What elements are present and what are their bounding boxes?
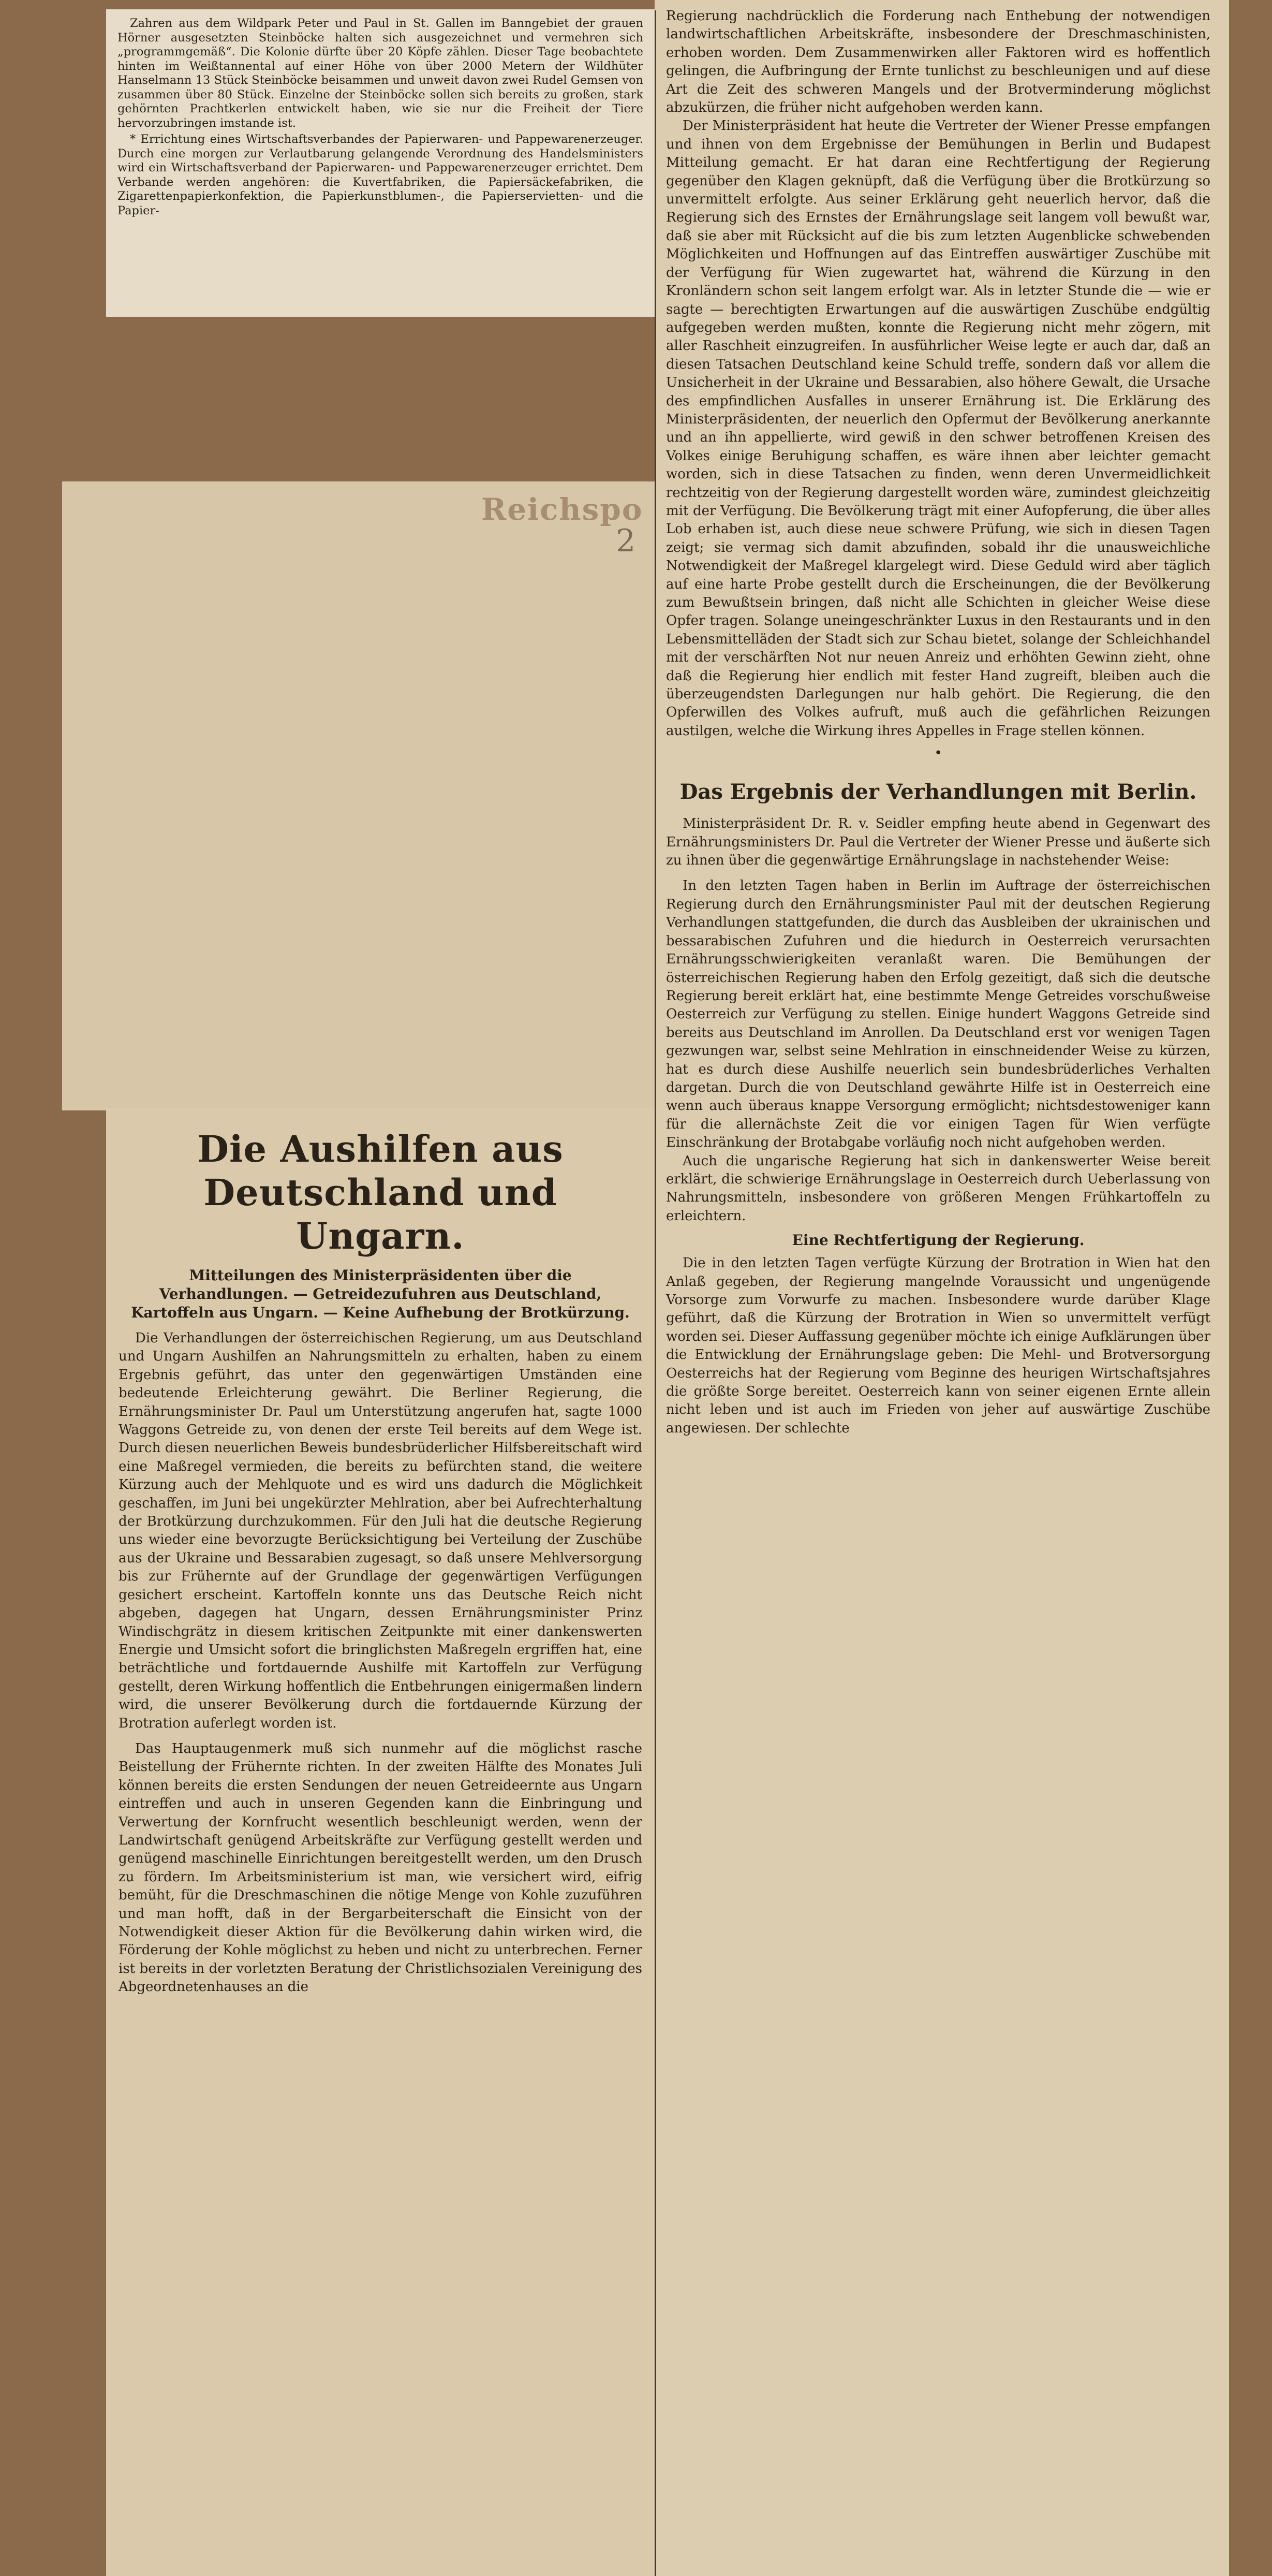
- article-subheadline: Mitteilungen des Ministerpräsidenten über die Verhandlungen. — Getreidezufuhren aus Deutschland, Kartoffeln aus Ungarn. — Keine Aufhebung der Brotkürzung.: [131, 1267, 630, 1321]
- column-rule: [655, 10, 656, 2576]
- reichspost-stamp: Reichspo: [481, 492, 643, 527]
- paragraph: Die in den letzten Tagen verfügte Kürzung der Brotration in Wien hat den Anlaß gegeben, der Regierung mangelnde Voraussicht und ungenügende Vorsorge zum Vorwurfe zu machen. Insbesondere wurde darüber Klage geführt, daß die Kürzung der Brotration in Wien so unvermittelt verfügt worden sei. Dieser Auffassung gegenüber möchte ich einige Aufklärungen über die Entwicklung der Ernährungslage geben: Die Mehl- und Brotversorgung Oesterreichs hat der Regierung vom Beginne des heurigen Wirtschaftsjahres die größte Sorge bereitet. Oesterreich kann von seiner eigenen Ernte allein nicht leben und ist auch im Frieden von jeher auf auswärtige Zuschübe angewiesen. Der schlechte: [666, 1255, 1210, 1436]
- section-heading: Das Ergebnis der Verhandlungen mit Berlin.: [679, 780, 1197, 804]
- paragraph: Auch die ungarische Regierung hat sich in dankenswerter Weise bereit erklärt, die schwierige Ernährungslage in Oesterreich durch Ueberlassung von Nahrungsmitteln, insbesondere von größeren Mengen Frühkartoffeln zu erleichtern.: [666, 1153, 1210, 1224]
- subsection-heading: Eine Rechtfertigung der Regierung.: [792, 1232, 1085, 1249]
- paragraph: Das Hauptaugenmerk muß sich nunmehr auf die möglichst rasche Beistellung der Frühernte richten. In der zweiten Hälfte des Monates Juli können bereits die ersten Sendungen der neuen Getreideernte aus Ungarn eintreffen und auch in unseren Gegenden kann die Einbringung und Verwertung der Kornfrucht wesentlich beschleunigt werden, wenn der Landwirtschaft genügend Arbeitskräfte zur Verfügung gestellt werden und genügend maschinelle Einrichtungen bereitgestellt werden, um den Drusch zu fördern. Im Arbeitsministerium ist man, wie versichert wird, eifrig bemüht, für die Dreschmaschinen die nötige Menge von Kohle zuzuführen und man hofft, daß in der Bergarbeiterschaft die Einsicht von der Notwendigkeit dieser Aktion für die Bevölkerung dahin wirken wird, die Förderung der Kohle möglichst zu heben und nicht zu unterbrechen. Ferner ist bereits in der vorletzten Beratung der Christlichsozialen Vereinigung des Abgeordnetenhauses an die: [119, 1740, 642, 1995]
- steinbock-news: [117, 17, 643, 218]
- paragraph: Die Verhandlungen der österreichischen Regierung, um aus Deutschland und Ungarn Aushilfen an Nahrungsmitteln zu erhalten, haben zu einem Ergebnis geführt, das unter den gegenwärtigen Umständen eine bedeutende Erleichterung gewährt. Die Berliner Regierung, die Ernährungsminister Dr. Paul um Unterstützung angerufen hat, sagte 1000 Waggons Getreide zu, von denen der erste Teil bereits auf dem Wege ist. Durch diesen neuerlichen Beweis bundesbrüderlicher Hilfsbereitschaft wird eine Maßregel vermieden, die bereits zu befürchten stand, die weitere Kürzung auch der Mehlquote und es wird uns dadurch die Möglichkeit geschaffen, im Juni bei ungekürzter Mehlration, aber bei Aufrechterhaltung der Brotkürzung durchzukommen. Für den Juli hat die deutsche Regierung uns wieder eine bevorzugte Berücksichtigung bei Verteilung der Zuschübe aus der Ukraine und Bessarabien zugesagt, so daß unsere Mehlversorgung bis zur Frühernte auf der Grundlage der gegenwärtigen Verfügungen gesichert erscheint. Kartoffeln konnte uns das Deutsche Reich nicht abgeben, dagegen hat Ungarn, dessen Ernährungsminister Prinz Windischgrätz in diesem kritischen Zeitpunkte mit einer dankenswerten Energie und Umsicht sofort die bringlichsten Maßregeln ergriffen hat, eine beträchtliche und fortdauernde Aushilfe mit Kartoffeln zur Verfügung gestellt, deren Wirkung hoffentlich die Entbehrungen einigermaßen lindern wird, die unserer Bevölkerung durch die fortdauernde Kürzung der Brotration auferlegt worden ist.: [119, 1330, 642, 1731]
- article-headline: Die Aushilfen aus Deutschland und Ungarn.: [197, 1128, 564, 1257]
- left-article: [106, 1108, 655, 2576]
- paragraph: Zahren aus dem Wildpark Peter und Paul in St. Gallen im Banngebiet der grauen Hörner ausgesetzten Steinböcke halten sich ausgezeichnet und vermehren sich „programmgemäß“. Die Kolonie dürfte über 20 Köpfe zählen. Dieser Tage beobachtete hinten im Weißtannental auf einer Höhe von über 2000 Metern der Wildhüter Hanselmann 13 Stück Steinböcke beisammen und unweit davon zwei Rudel Gemsen von zusammen über 80 Stück. Einzelne der Steinböcke sollen sich bereits zu großen, stark gehörnten Prachtkerlen entwickelt haben, wie sie nur die Freiheit der Tiere hervorzubringen imstande ist.: [117, 17, 643, 130]
- paragraph: * Errichtung eines Wirtschaftsverbandes der Papierwaren- und Pappewarenerzeuger. Durch eine morgen zur Verlautbarung gelangende Verordnung des Handelsministers wird ein Wirtschaftsverband der Papierwaren- und Pappewarenerzeuger errichtet. Dem Verbande werden angehören: die Kuvertfabriken, die Papiersäckefabriken, die Zigarettenpapierkonfektion, die Papierkunstblumen-, die Papierservietten- und die Papier-: [117, 133, 643, 217]
- right-column: [655, 0, 1229, 2576]
- top-left-clipping: [106, 9, 655, 317]
- paragraph: In den letzten Tagen haben in Berlin im Auftrage der österreichischen Regierung durch den Ernährungsminister Paul mit der deutschen Regierung Verhandlungen stattgefunden, die durch das Ausbleiben der ukrainischen und bessarabischen Zufuhren und die hiedurch in Oesterreich verursachten Ernährungsschwierigkeiten veranlaßt waren. Die Bemühungen der österreichischen Regierung haben den Erfolg gezeitigt, daß sich die deutsche Regierung bereit erklärt hat, eine bestimmte Menge Getreides vorschußweise Oesterreich zur Verfügung zu stellen. Einige hundert Waggons Getreide sind bereits aus Deutschland im Anrollen. Da Deutschland erst vor wenigen Tagen gezwungen war, selbst seine Mehlration in einschneidender Weise zu kürzen, hat es durch diese Aushilfe neuerlich sein bundesbrüderliches Verhalten dargetan. Durch die von Deutschland gewährte Hilfe ist in Oesterreich eine wenn auch überaus knappe Versorgung ermöglicht; nichtsdestoweniger kann für die allernächste Zeit die vor einigen Tagen für Wien verfügte Einschränkung der Brotabgabe vorläufig noch nicht aufgehoben werden.: [666, 878, 1210, 1151]
- separator-bullet: •: [934, 745, 942, 762]
- middle-paper-panel: [62, 481, 655, 1110]
- paragraph: Regierung nachdrücklich die Forderung nach Enthebung der notwendigen landwirtschaftlichen Arbeitskräfte, insbesondere der Dreschmaschinisten, erhoben worden. Dem Zusammenwirken aller Faktoren wird es hoffentlich gelingen, die Aufbringung der Ernte tunlichst zu beschleunigen und auf diese Art die Zeit des schweren Mangels und der Brotverminderung möglichst abzukürzen, die früher nicht aufgehoben werden kann.: [666, 8, 1210, 116]
- paragraph: Der Ministerpräsident hat heute die Vertreter der Wiener Presse empfangen und ihnen von dem Ergebnisse der Bemühungen in Berlin und Budapest Mitteilung gemacht. Er hat daran eine Rechtfertigung der Regierung gegenüber den Klagen geknüpft, daß die Verfügung über die Brotkürzung so unvermittelt erfolgte. Aus seiner Erklärung geht neuerlich hervor, daß die Regierung sich des Ernstes der Ernährungslage seit langem voll bewußt war, daß sie aber mit Rücksicht auf die bis zum letzten Augenblicke schwebenden Möglichkeiten und Hoffnungen auf das Eintreffen auswärtiger Zuschübe mit der Verfügung für Wien zugewartet hat, während die Kürzung in den Kronländern schon seit langem erfolgt war. Als in letzter Stunde die — wie er sagte — berechtigten Erwartungen auf die auswärtigen Zuschübe endgültig aufgegeben werden mußten, konnte die Regierung nicht mehr zögern, mit aller Raschheit einzugreifen. In ausführlicher Weise legte er auch dar, daß an diesen Tatsachen Deutschland keine Schuld treffe, sondern daß vor allem die Unsicherheit in der Ukraine und Bessarabien, also höhere Gewalt, die Ursache des empfindlichen Ausfalles in unserer Ernährung ist. Die Erklärung des Ministerpräsidenten, der neuerlich den Opfermut der Bevölkerung anerkannte und an ihn appellierte, wird gewiß in den schwer betroffenen Kreisen des Volkes einige Beruhigung schaffen, es wäre ihnen aber leichter gemacht worden, sich in diese Tatsachen zu finden, wenn deren Unvermeidlichkeit rechtzeitig von der Regierung dargestellt worden wäre, zumindest gleichzeitig mit der Verfügung. Die Bevölkerung trägt mit einer Aufopferung, die über alles Lob erhaben ist, auch diese neue schwere Prüfung, wie sich in diesen Tagen zeigt; sie vermag sich damit abzufinden, sobald ihr die unausweichliche Notwendigkeit der Maßregel klargelegt wird. Diese Geduld wird aber täglich auf eine harte Probe gestellt durch die Erscheinungen, die der Bevölkerung zum Bewußtsein bringen, daß nicht alle Schichten in gleicher Weise diese Opfer tragen. Solange uneingeschränkter Luxus in den Restaurants und in den Lebensmittelläden der Stadt sich zur Schau bietet, solange der Schleichhandel mit der verschärften Not nur neuen Anreiz und erhöhten Gewinn zieht, ohne daß die Regierung hier endlich mit fester Hand zugreift, bleiben auch die überzeugendsten Darlegungen nur halb gehört. Die Regierung, die den Opferwillen des Volkes aufruft, muß auch die gefährlichen Reizungen austilgen, welche die Wirkung ihres Appelles in Frage stellen können.: [666, 118, 1210, 739]
- paragraph: Ministerpräsident Dr. R. v. Seidler empfing heute abend in Gegenwart des Ernährungsministers Dr. Paul die Vertreter der Wiener Presse und äußerte sich zu ihnen über die gegenwärtige Ernährungslage in nachstehender Weise:: [666, 816, 1210, 869]
- stamp-number: 2: [616, 523, 636, 559]
